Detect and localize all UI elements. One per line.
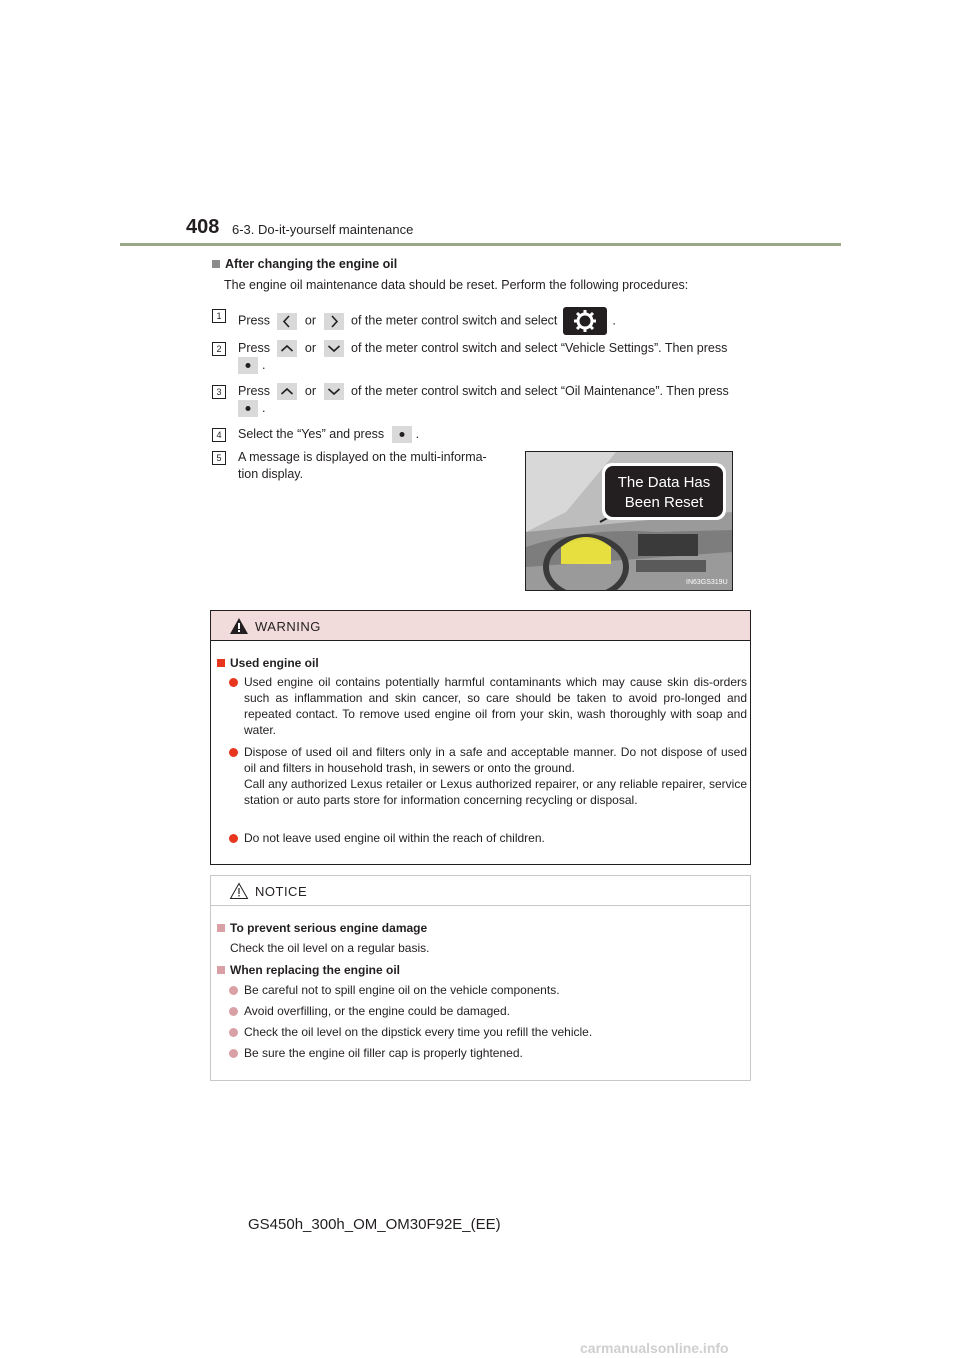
left-arrow-icon bbox=[277, 313, 297, 330]
gear-icon bbox=[563, 307, 607, 335]
step-4-end: . bbox=[415, 427, 420, 441]
step-5-text-b: tion display. bbox=[238, 467, 304, 481]
page-number: 408 bbox=[186, 216, 220, 238]
step-4-text: Select the “Yes” and press bbox=[238, 427, 385, 441]
warning-bullet-2-text-cont: Call any authorized Lexus retailer or Lexus authorized repairer, or any reliable repairer, service station or auto parts store for information concerning recycling or disposal. bbox=[244, 777, 747, 807]
notice-bullet-1-text: Be careful not to spill engine oil on the vehicle components. bbox=[244, 983, 560, 997]
warning-bullet-1-text: Used engine oil contains potentially harmful contaminants which may cause skin dis-orders such as inflammation and skin cancer, so care should be taken to avoid pro-longed and repeated contact. To remove used engine oil from your skin, wash thoroughly with soap and water. bbox=[244, 675, 747, 737]
section-intro: The engine oil maintenance data should be reset. Perform the following procedures: bbox=[224, 278, 689, 292]
warning-header bbox=[211, 611, 750, 641]
notice-box bbox=[210, 875, 751, 1081]
square-bullet-icon bbox=[217, 924, 225, 932]
step-number-2: 2 bbox=[212, 342, 226, 356]
bullet-dot-icon bbox=[229, 678, 238, 687]
notice-title: NOTICE bbox=[255, 884, 308, 899]
notice-triangle-icon bbox=[229, 882, 249, 900]
notice-bullet-4-text: Be sure the engine oil filler cap is properly tightened. bbox=[244, 1046, 523, 1060]
warning-bullet-2 bbox=[229, 744, 747, 808]
warning-bullet-3-text: Do not leave used engine oil within the reach of children. bbox=[244, 831, 545, 845]
document-code: GS450h_300h_OM_OM30F92E_(EE) bbox=[248, 1216, 501, 1233]
down-arrow-icon bbox=[324, 383, 344, 400]
right-arrow-icon bbox=[324, 313, 344, 330]
step-2-end: . bbox=[262, 358, 266, 373]
notice-bullet-4 bbox=[229, 1045, 747, 1061]
section-heading-text: After changing the engine oil bbox=[225, 257, 398, 271]
warning-box bbox=[210, 610, 751, 865]
bullet-dot-icon bbox=[229, 1049, 238, 1058]
notice-header bbox=[211, 876, 750, 906]
step-1-end: . bbox=[612, 313, 616, 328]
warning-bullet-2-text: Dispose of used oil and filters only in a safe and acceptable manner. Do not dispose of used oil and filters in household trash, in sewers or onto the ground. bbox=[244, 745, 747, 775]
up-arrow-icon bbox=[277, 340, 297, 357]
step-number-1: 1 bbox=[212, 309, 226, 323]
step-3 bbox=[238, 383, 748, 417]
step-3-text-b: of the meter control switch and select “Oil Maintenance”. Then press bbox=[351, 384, 729, 398]
step-3-text-a: Press bbox=[238, 384, 270, 398]
step-2-or: or bbox=[304, 341, 317, 355]
step-3-or: or bbox=[304, 384, 317, 398]
enter-dot-icon bbox=[238, 400, 258, 417]
dashboard-illustration bbox=[525, 451, 733, 591]
warning-triangle-icon bbox=[229, 617, 249, 635]
bullet-dot-icon bbox=[229, 1007, 238, 1016]
step-1-text-b: of the meter control switch and select bbox=[351, 313, 558, 328]
notice-subhead-1 bbox=[217, 921, 427, 935]
step-5 bbox=[238, 449, 508, 483]
watermark: carmanualsonline.info bbox=[580, 1340, 729, 1356]
enter-dot-icon bbox=[238, 357, 258, 374]
notice-subhead-1-text: To prevent serious engine damage bbox=[230, 921, 428, 935]
figure-message-line-2: Been Reset bbox=[624, 494, 704, 511]
step-4 bbox=[238, 426, 748, 443]
warning-title: WARNING bbox=[255, 619, 321, 634]
notice-bullet-2 bbox=[229, 1003, 747, 1019]
square-bullet-icon bbox=[212, 260, 220, 268]
step-number-5: 5 bbox=[212, 451, 226, 465]
bullet-dot-icon bbox=[229, 834, 238, 843]
step-2-text-a: Press bbox=[238, 341, 270, 355]
notice-subhead-2 bbox=[217, 963, 400, 977]
notice-bullet-3-text: Check the oil level on the dipstick every time you refill the vehicle. bbox=[244, 1025, 593, 1039]
down-arrow-icon bbox=[324, 340, 344, 357]
header-rule bbox=[120, 243, 841, 246]
square-bullet-icon bbox=[217, 659, 225, 667]
step-1-text-a: Press bbox=[238, 313, 270, 328]
step-1 bbox=[238, 307, 748, 335]
notice-bullet-1 bbox=[229, 982, 747, 998]
warning-bullet-1 bbox=[229, 674, 747, 738]
up-arrow-icon bbox=[277, 383, 297, 400]
bullet-dot-icon bbox=[229, 986, 238, 995]
warning-subhead-text: Used engine oil bbox=[230, 656, 319, 670]
step-1-or: or bbox=[304, 313, 317, 328]
warning-bullet-3 bbox=[229, 830, 747, 846]
warning-subhead bbox=[217, 656, 319, 670]
step-2 bbox=[238, 340, 748, 374]
notice-bullet-3 bbox=[229, 1024, 747, 1040]
notice-subhead-2-text: When replacing the engine oil bbox=[230, 963, 401, 977]
step-2-text-b: of the meter control switch and select “Vehicle Settings”. Then press bbox=[351, 341, 728, 355]
notice-bullet-2-text: Avoid overfilling, or the engine could be damaged. bbox=[244, 1004, 510, 1018]
figure-code: IN63GS319U bbox=[686, 579, 728, 586]
step-5-text-a: A message is displayed on the multi-informa- bbox=[238, 450, 487, 464]
enter-dot-icon bbox=[392, 426, 412, 443]
notice-sub1-text: Check the oil level on a regular basis. bbox=[230, 941, 430, 955]
bullet-dot-icon bbox=[229, 1028, 238, 1037]
step-number-3: 3 bbox=[212, 385, 226, 399]
figure-message-line-1: The Data Has bbox=[617, 474, 711, 491]
section-heading bbox=[212, 257, 397, 271]
square-bullet-icon bbox=[217, 966, 225, 974]
section-title: 6-3. Do-it-yourself maintenance bbox=[232, 222, 414, 237]
step-3-end: . bbox=[262, 401, 266, 416]
bullet-dot-icon bbox=[229, 748, 238, 757]
step-number-4: 4 bbox=[212, 428, 226, 442]
warning-bullet-2-body bbox=[244, 744, 747, 808]
